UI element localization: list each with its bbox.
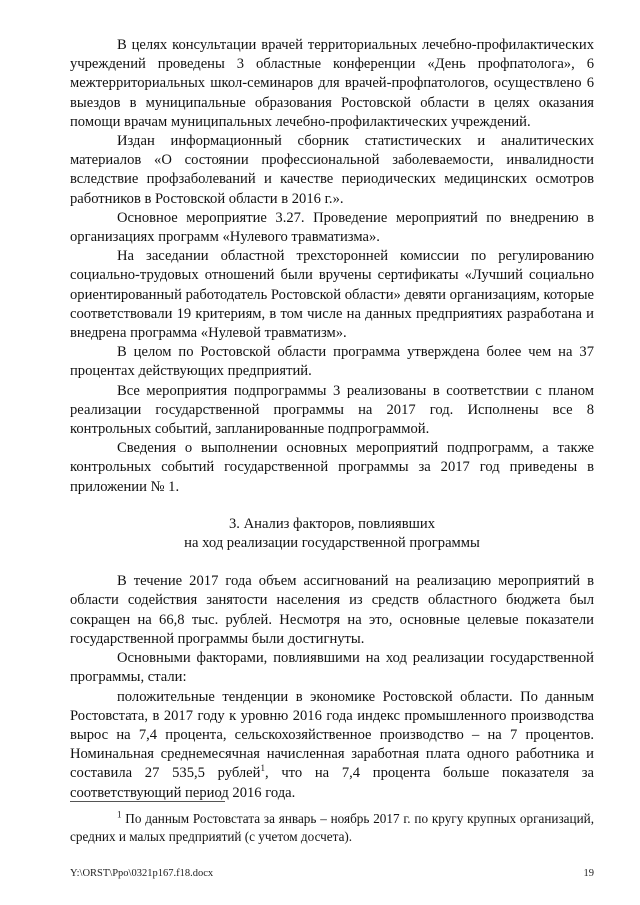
page-footer xyxy=(70,868,594,879)
footnote-text: По данным Ростовстата за январь – ноябрь 2017 г. по кругу крупных организаций, средних и малых предприятий (с учетом досчета). xyxy=(70,811,594,844)
paragraph-text: , что на 7,4 процента больше показателя за соответствующий период 2016 года. xyxy=(70,765,595,801)
footnote-reference[interactable]: 1 xyxy=(260,763,265,774)
section-heading-line-2: на ход реализации государственной программы xyxy=(184,535,480,552)
paragraph: Все мероприятия подпрограммы 3 реализованы в соответствии с планом реализации государственной программы на 2017 год. Исполнены все 8 контрольных событий, запланированные подпрограммой. xyxy=(70,382,594,438)
page-number: 19 xyxy=(583,868,594,879)
paragraph: В целом по Ростовской области программа утверждена более чем на 37 процентах действующих предприятий. xyxy=(70,344,594,380)
document-body xyxy=(70,36,594,803)
section-heading xyxy=(70,515,594,553)
footnote-separator xyxy=(70,801,225,802)
paragraph: Основными факторами, повлиявшими на ход реализации государственной программы, стали: xyxy=(70,650,594,686)
paragraph: Издан информационный сборник статистических и аналитических материалов «О состоянии профессиональной заболеваемости, инвалидности вследствие профзаболеваний и качестве периодических медицинских осмотров работников в Ростовской области в 2016 г.». xyxy=(70,133,594,207)
section-heading-line-1: 3. Анализ факторов, повлиявших xyxy=(229,515,435,532)
paragraph-with-footnote xyxy=(70,688,594,803)
footnote xyxy=(70,810,594,845)
paragraph: Основное мероприятие 3.27. Проведение мероприятий по внедрению в организациях программ «Нулевого травматизма». xyxy=(70,209,594,246)
paragraph-text: положительные тенденции в экономике Ростовской области. По данным Ростовстата, в 2017 году к уровню 2016 года индекс промышленного производства вырос на 7,4 процента, сельскохозяйственное производство – на 7 процентов. Номинальная среднемесячная начисленная заработная плата одного работника и составила 27 535,5 рублей xyxy=(70,688,594,782)
footnote-marker: 1 xyxy=(117,809,122,820)
paragraph: На заседании областной трехсторонней комиссии по регулированию социально-трудовых отношений были вручены сертификаты «Лучший социально ориентированный работодатель Ростовской области» девяти организациям, которые соответствовали 19 критериям, в том числе на данных предприятиях разработана и внедрена программа «Нулевой травматизм». xyxy=(70,248,594,342)
paragraph: В целях консультации врачей территориальных лечебно-профилактических учреждений проведены 3 областные конференции «День профпатолога», 6 межтерриториальных школ-семинаров для врачей-профпатологов, осуществлено 6 выездов в муниципальные образования Ростовской области в целях оказания помощи врачам муниципальных лечебно-профилактических учреждений. xyxy=(70,37,594,130)
file-path: Y:\ORST\Ppo\0321p167.f18.docx xyxy=(70,868,214,879)
paragraph: В течение 2017 года объем ассигнований на реализацию мероприятий в области содействия занятости населения из средств областного бюджета был сокращен на 66,8 тыс. рублей. Несмотря на это, основные целевые показатели государственной программы были достигнуты. xyxy=(70,573,594,647)
paragraph: Сведения о выполнении основных мероприятий подпрограмм, а также контрольных событий государственной программы за 2017 год приведены в приложении № 1. xyxy=(70,440,594,495)
